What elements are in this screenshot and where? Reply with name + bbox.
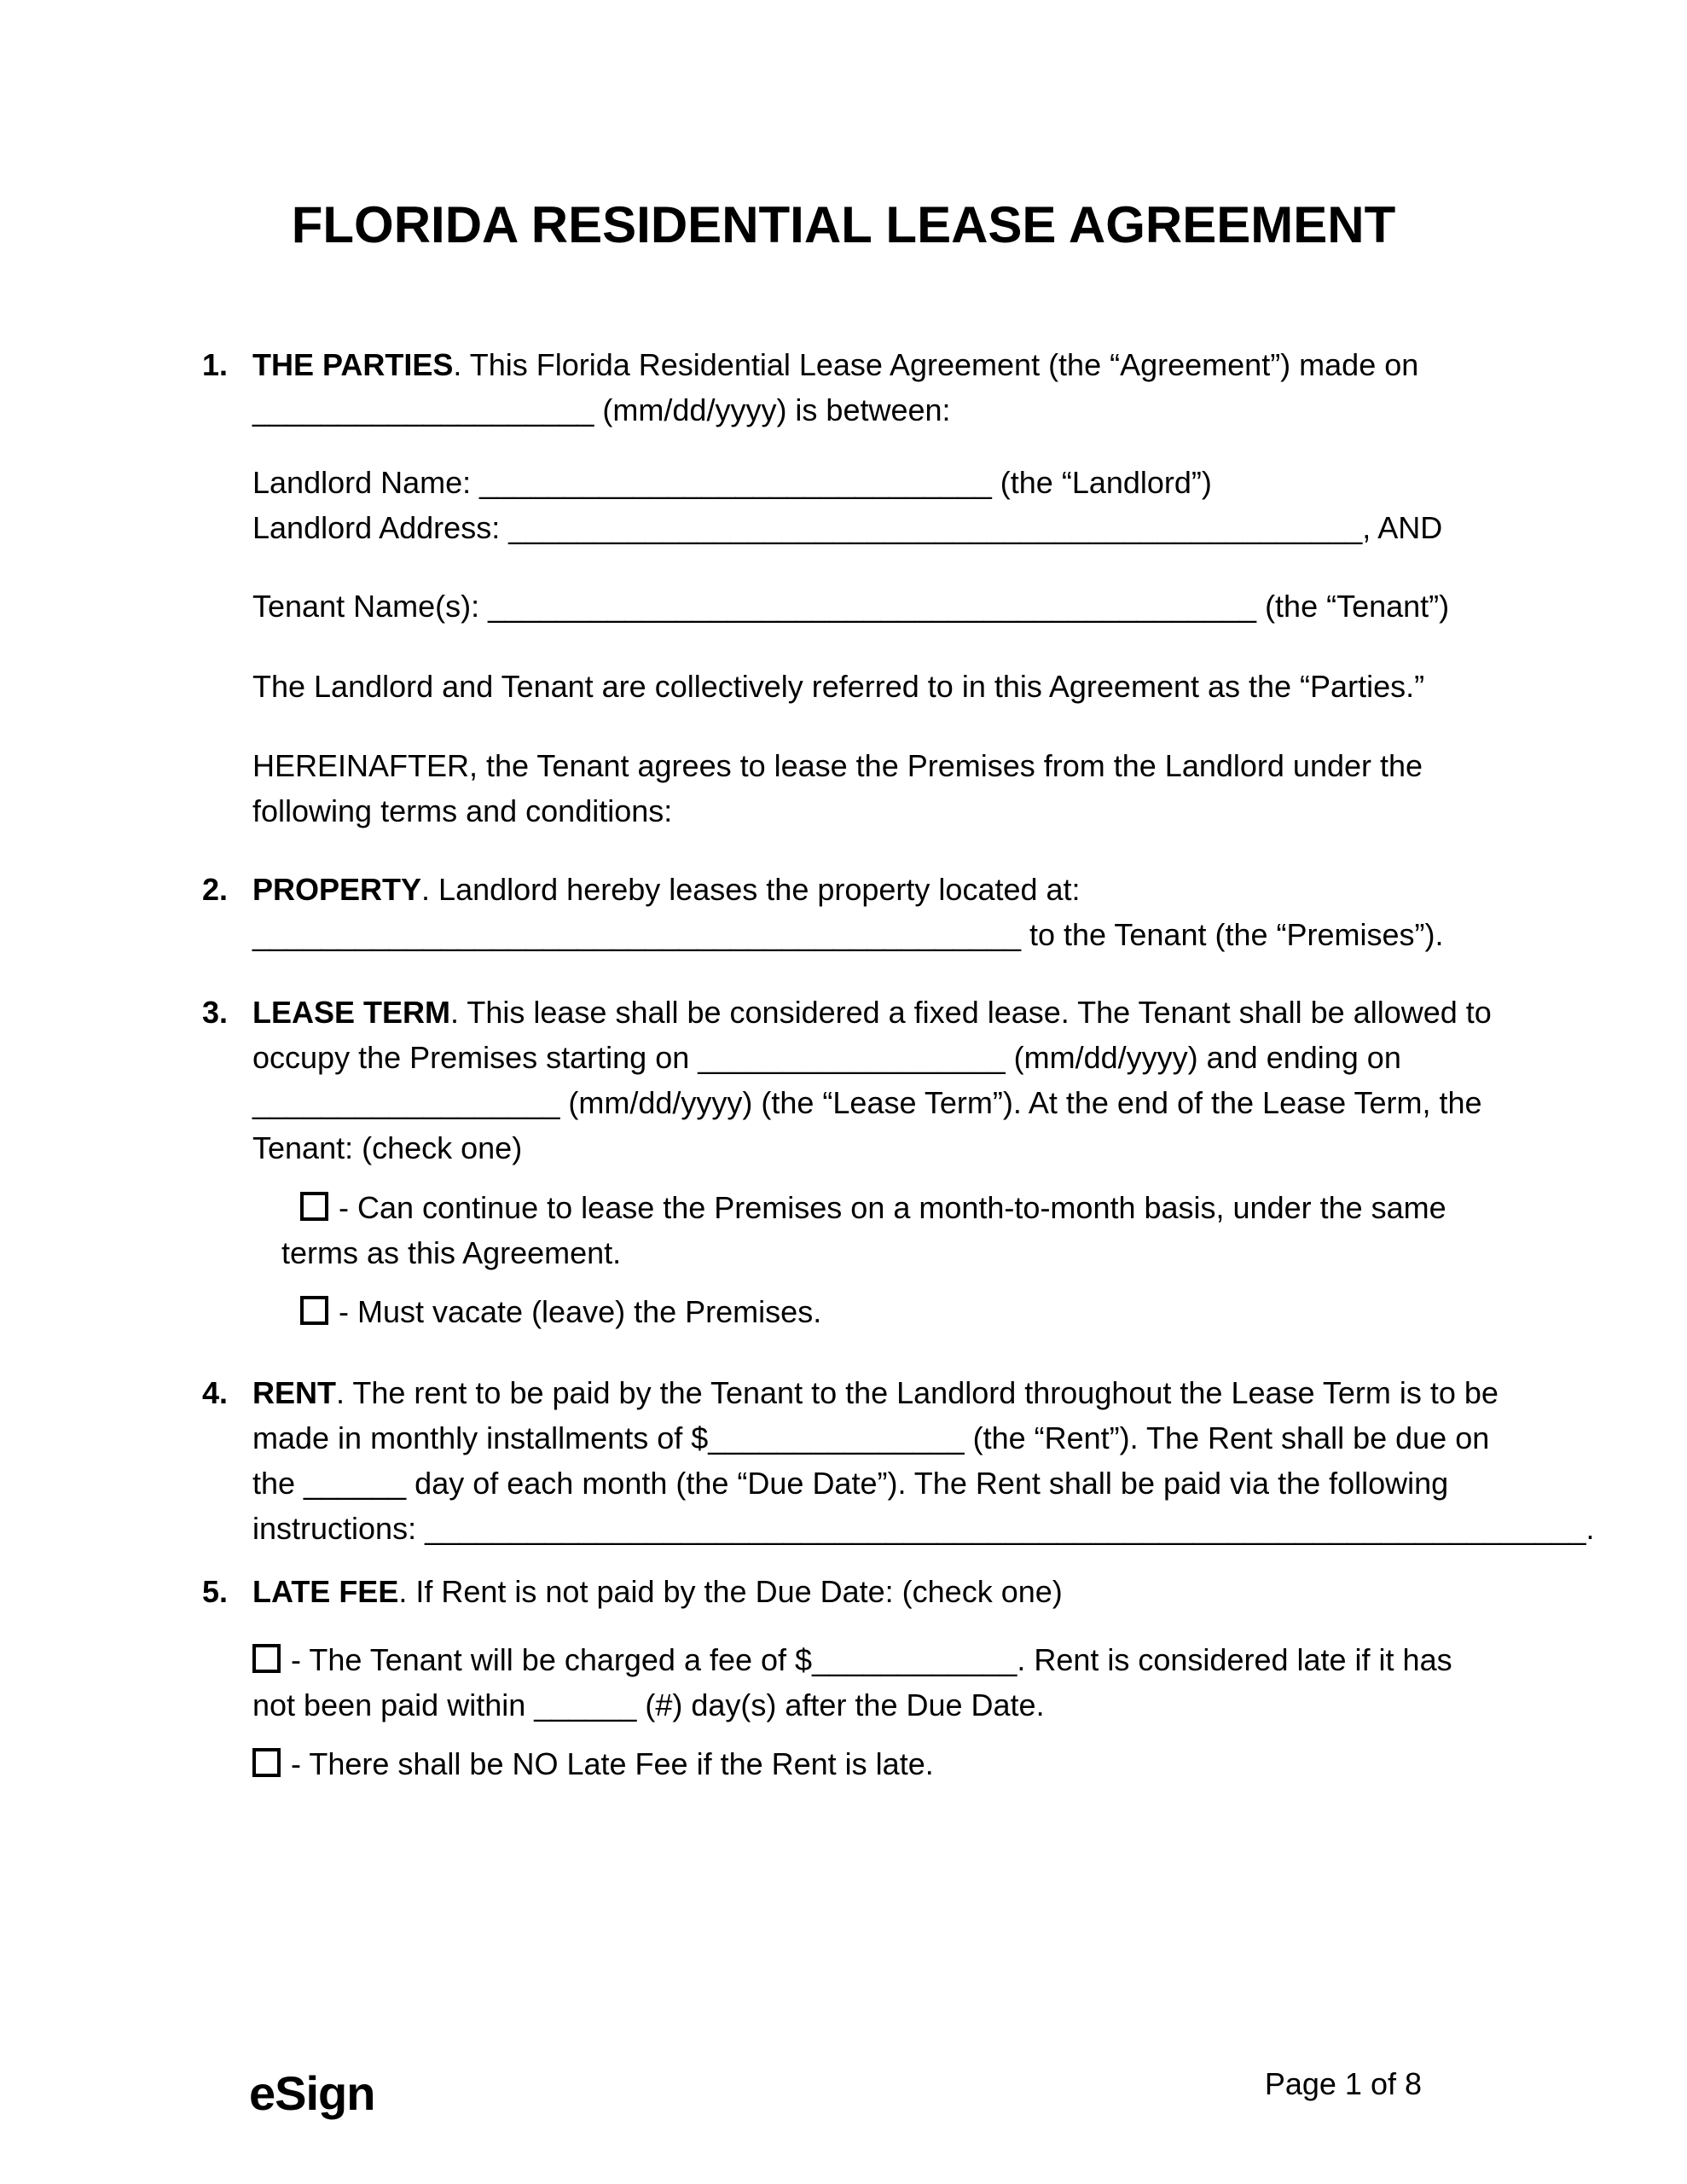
section-heading-rest: . This Florida Residential Lease Agreement (the “Agreement”) made on bbox=[453, 347, 1419, 382]
landlord-block bbox=[252, 460, 1535, 550]
section-number: 2. bbox=[202, 872, 229, 907]
checkbox[interactable] bbox=[300, 1192, 328, 1221]
section-number: 1. bbox=[202, 347, 229, 382]
section-heading-rest: . If Rent is not paid by the Due Date: (check one) bbox=[398, 1574, 1063, 1609]
hereinafter-block bbox=[252, 743, 1535, 834]
check-one-line: Tenant: (check one) bbox=[252, 1130, 523, 1165]
section-heading-line bbox=[252, 342, 1485, 387]
checkbox[interactable] bbox=[252, 1748, 281, 1777]
tenant-block bbox=[252, 584, 1535, 629]
section-rent bbox=[202, 1370, 1595, 1551]
option-wrap-line: terms as this Agreement. bbox=[281, 1235, 622, 1270]
property-address-line: _____________________________________________ to the Tenant (the “Premises”). bbox=[252, 917, 1444, 952]
checkbox[interactable] bbox=[300, 1296, 328, 1325]
option-text: - Must vacate (leave) the Premises. bbox=[339, 1294, 822, 1329]
parties-note: The Landlord and Tenant are collectively referred to in this Agreement as the “Parties.” bbox=[252, 669, 1425, 704]
page-title: FLORIDA RESIDENTIAL LEASE AGREEMENT bbox=[291, 196, 1396, 253]
section-heading-rest: . Landlord hereby leases the property located at: bbox=[421, 872, 1081, 907]
lease-term-option-vacate bbox=[281, 1289, 1564, 1334]
section-heading-line bbox=[252, 1370, 1499, 1415]
parties-note-block bbox=[252, 664, 1535, 709]
section-late-fee bbox=[202, 1569, 1485, 1614]
lease-start-line: occupy the Premises starting on __________________ (mm/dd/yyyy) and ending on bbox=[252, 1040, 1401, 1075]
section-heading: RENT bbox=[252, 1375, 336, 1410]
section-number: 3. bbox=[202, 995, 229, 1030]
lease-term-option-continue bbox=[281, 1185, 1564, 1275]
late-fee-option-none bbox=[252, 1741, 1535, 1786]
option-wrap-line: not been paid within ______ (#) day(s) after the Due Date. bbox=[252, 1687, 1045, 1722]
option-text: - The Tenant will be charged a fee of $____________. Rent is considered late if it has bbox=[291, 1642, 1452, 1677]
section-heading-line bbox=[252, 867, 1485, 912]
option-line bbox=[252, 1741, 1535, 1786]
section-lease-term bbox=[202, 990, 1492, 1170]
hereinafter-line-1: HEREINAFTER, the Tenant agrees to lease the Premises from the Landlord under the bbox=[252, 748, 1423, 783]
section-number: 5. bbox=[202, 1574, 229, 1609]
section-heading-line bbox=[252, 1569, 1485, 1614]
late-fee-option-charged bbox=[252, 1637, 1535, 1728]
agreement-date-line: ____________________ (mm/dd/yyyy) is between: bbox=[252, 392, 951, 427]
hereinafter-line-2: following terms and conditions: bbox=[252, 793, 673, 828]
rent-due-date-line: the ______ day of each month (the “Due Date”). The Rent shall be paid via the following bbox=[252, 1466, 1449, 1501]
option-text: - There shall be NO Late Fee if the Rent is late. bbox=[291, 1746, 934, 1781]
tenant-name-line: Tenant Name(s): _____________________________________________ (the “Tenant”) bbox=[252, 589, 1450, 624]
option-line bbox=[252, 1637, 1535, 1682]
section-the-parties bbox=[202, 342, 1485, 433]
section-heading: LEASE TERM bbox=[252, 995, 451, 1030]
option-line bbox=[281, 1185, 1564, 1230]
section-heading: PROPERTY bbox=[252, 872, 422, 907]
lease-end-line: __________________ (mm/dd/yyyy) (the “Lease Term”). At the end of the Lease Term, the bbox=[252, 1085, 1482, 1120]
section-heading: LATE FEE bbox=[252, 1574, 399, 1609]
rent-amount-line: made in monthly installments of $_______________ (the “Rent”). The Rent shall be due on bbox=[252, 1420, 1490, 1455]
section-heading: THE PARTIES bbox=[252, 347, 454, 382]
checkbox[interactable] bbox=[252, 1644, 281, 1673]
section-property bbox=[202, 867, 1485, 957]
landlord-name-line: Landlord Name: ______________________________ (the “Landlord”) bbox=[252, 465, 1212, 500]
page-number: Page 1 of 8 bbox=[1264, 2066, 1422, 2101]
section-heading-rest: . This lease shall be considered a fixed lease. The Tenant shall be allowed to bbox=[450, 995, 1492, 1030]
option-line bbox=[281, 1289, 1564, 1334]
option-text: - Can continue to lease the Premises on a month-to-month basis, under the same bbox=[339, 1190, 1446, 1225]
landlord-address-line: Landlord Address: __________________________________________________, AND bbox=[252, 510, 1443, 545]
section-heading-rest: . The rent to be paid by the Tenant to the Landlord throughout the Lease Term is to be bbox=[336, 1375, 1499, 1410]
section-number: 4. bbox=[202, 1375, 229, 1410]
rent-instructions-line: instructions: ____________________________________________________________________. bbox=[252, 1511, 1595, 1546]
section-heading-line bbox=[252, 990, 1492, 1035]
esign-logo: eSign bbox=[249, 2066, 375, 2120]
